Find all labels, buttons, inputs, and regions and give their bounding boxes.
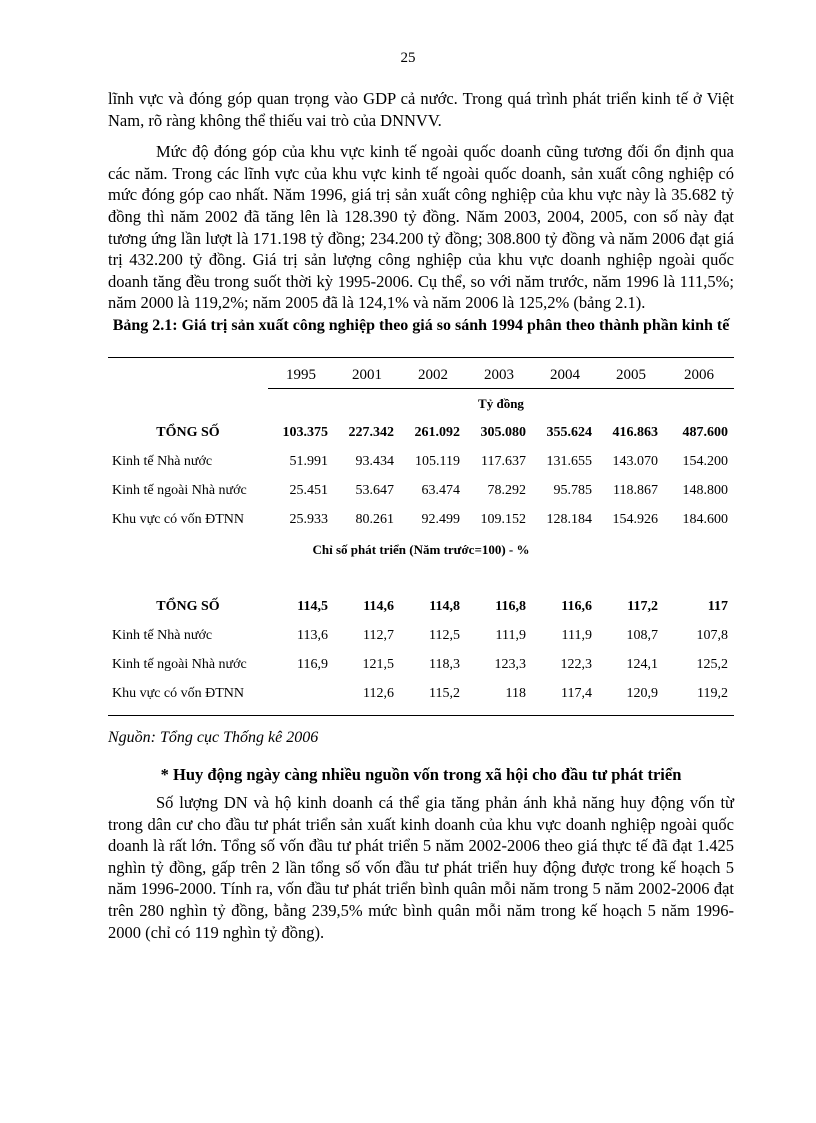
table-cell: 93.434 xyxy=(355,454,394,470)
unit-label-index: Chỉ số phát triển (Năm trước=100) - % xyxy=(312,541,530,557)
table-row xyxy=(108,477,734,506)
year-header: 2002 xyxy=(400,364,466,389)
table-row xyxy=(108,680,734,709)
table-cell: 92.499 xyxy=(421,512,460,528)
table-cell: 111,9 xyxy=(495,628,526,644)
table-cell: 114,8 xyxy=(429,599,460,615)
table-cell: 261.092 xyxy=(414,425,460,441)
table-cell: 305.080 xyxy=(480,425,526,441)
table-cell: 116,6 xyxy=(561,599,592,615)
row-label: Khu vực có vốn ĐTNN xyxy=(112,512,245,528)
table-cell: 112,7 xyxy=(363,628,394,644)
table-cell: 184.600 xyxy=(682,512,728,528)
table-cell: 154.926 xyxy=(612,512,658,528)
table-cell: 123,3 xyxy=(494,657,526,673)
table-cell: 117,2 xyxy=(627,599,658,615)
table-cell: 112,5 xyxy=(429,628,460,644)
table-cell: 416.863 xyxy=(612,425,658,441)
table-cell: 80.261 xyxy=(355,512,394,528)
table-cell: 122,3 xyxy=(560,657,592,673)
table-cell: 117 xyxy=(707,599,728,615)
year-header: 2004 xyxy=(532,364,598,389)
table-cell: 25.933 xyxy=(289,512,328,528)
year-header: 2006 xyxy=(664,364,734,389)
table-cell: 118.867 xyxy=(613,483,658,499)
table-cell: 108,7 xyxy=(626,628,658,644)
industrial-output-table xyxy=(108,358,734,709)
table-row xyxy=(108,593,734,622)
table-cell: 63.474 xyxy=(421,483,460,499)
row-label: Kinh tế Nhà nước xyxy=(112,628,213,644)
table-row xyxy=(108,448,734,477)
table-cell: 51.991 xyxy=(289,454,328,470)
table-cell: 121,5 xyxy=(362,657,394,673)
table-cell: 355.624 xyxy=(546,425,592,441)
row-label: Kinh tế ngoài Nhà nước xyxy=(112,657,247,673)
row-label: Kinh tế Nhà nước xyxy=(112,454,213,470)
table-cell: 120,9 xyxy=(626,686,658,702)
table-cell: 487.600 xyxy=(682,425,728,441)
table-row xyxy=(108,506,734,535)
table-bottom-rule xyxy=(108,715,734,716)
table-cell: 116,8 xyxy=(495,599,526,615)
paragraph-intro: lĩnh vực và đóng góp quan trọng vào GDP cả nước. Trong quá trình phát triển kinh tế ở Việt Nam, rõ ràng không thể thiếu vai trò của DNNVV. xyxy=(108,89,734,130)
table-cell: 115,2 xyxy=(429,686,460,702)
table-cell: 227.342 xyxy=(348,425,394,441)
table-cell: 117,4 xyxy=(561,686,592,702)
paragraph-industrial-output: Mức độ đóng góp của khu vực kinh tế ngoài quốc doanh cũng tương đối ổn định qua các năm. Trong các lĩnh vực của khu vực kinh tế ngoài quốc doanh, sản xuất công nghiệp có mức đóng góp cao nhất. Năm 1996, giá trị sản xuất công nghiệp của khu vực này là 35.682 tỷ đồng thì năm 2002 đã tăng lên là 128.390 tỷ đồng. Năm 2003, 2004, 2005, con số này đạt tương ứng lần lượt là 171.198 tỷ đồng; 234.200 tỷ đồng; 308.800 tỷ đồng và năm 2006 đạt giá trị 432.200 tỷ đồng. Giá trị sản lượng công nghiệp của khu vực doanh nghiệp ngoài quốc doanh tăng đều trong suốt thời kỳ 1995-2006. Cụ thể, so với năm trước, năm 1996 là 111,5%; năm 2000 là 119,2%; năm 2005 đã là 124,1% và năm 2006 là 125,2% (bảng 2.1). xyxy=(108,142,734,313)
table-cell: 125,2 xyxy=(696,657,728,673)
table-cell: 107,8 xyxy=(696,628,728,644)
table-cell: 53.647 xyxy=(355,483,394,499)
document-body xyxy=(108,88,734,943)
table-cell: 105.119 xyxy=(415,454,460,470)
year-header: 2003 xyxy=(466,364,532,389)
table-cell: 131.655 xyxy=(546,454,592,470)
row-label: TỔNG SỐ xyxy=(156,599,220,615)
table-cell: 117.637 xyxy=(481,454,526,470)
table-cell: 148.800 xyxy=(682,483,728,499)
table-cell: 116,9 xyxy=(297,657,328,673)
table-cell: 114,6 xyxy=(363,599,394,615)
table-caption: Bảng 2.1: Giá trị sản xuất công nghiệp theo giá so sánh 1994 phân theo thành phần kinh tế xyxy=(112,316,730,334)
table-cell: 111,9 xyxy=(561,628,592,644)
table-cell: 118 xyxy=(505,686,526,702)
table-cell: 128.184 xyxy=(546,512,592,528)
year-header: 2001 xyxy=(334,364,400,389)
table-cell: 103.375 xyxy=(282,425,328,441)
table-cell: 154.200 xyxy=(682,454,728,470)
table-cell: 119,2 xyxy=(697,686,728,702)
table-row xyxy=(108,419,734,448)
row-label: TỔNG SỐ xyxy=(156,425,220,441)
unit-label-value: Tỷ đồng xyxy=(478,395,524,411)
table-source-note: Nguồn: Tổng cục Thống kê 2006 xyxy=(108,728,319,746)
table-cell: 114,5 xyxy=(297,599,328,615)
year-header: 2005 xyxy=(598,364,664,389)
table-row xyxy=(108,622,734,651)
table-cell: 124,1 xyxy=(626,657,658,673)
table-cell: 118,3 xyxy=(429,657,460,673)
table-cell: 25.451 xyxy=(289,483,328,499)
paragraph-investment-capital: Số lượng DN và hộ kinh doanh cá thể gia tăng phản ánh khả năng huy động vốn từ trong dân cư cho đầu tư phát triển sản xuất kinh doanh của khu vực doanh nghiệp ngoài quốc doanh là rất lớn. Tổng số vốn đầu tư phát triển 5 năm 2002-2006 theo giá thực tế đã đạt 1.425 nghìn tỷ đồng, gấp trên 2 lần tổng số vốn đầu tư phát triển huy động được trong kế hoạch 5 năm 1996-2000. Tính ra, vốn đầu tư phát triển bình quân mỗi năm trong 5 năm 2002-2006 đạt trên 280 nghìn tỷ đồng, bằng 239,5% mức bình quân mỗi năm trong kế hoạch 5 năm 1996-2000 (chỉ có 119 nghìn tỷ đồng). xyxy=(108,792,734,942)
table-cell: 109.152 xyxy=(480,512,526,528)
table-row xyxy=(108,651,734,680)
table-cell: 95.785 xyxy=(553,483,592,499)
page-number: 25 xyxy=(400,50,416,66)
table-cell: 78.292 xyxy=(487,483,526,499)
table-cell: 113,6 xyxy=(297,628,328,644)
table-cell: 143.070 xyxy=(612,454,658,470)
year-header: 1995 xyxy=(268,364,334,389)
table-header-years xyxy=(108,364,734,389)
row-label: Khu vực có vốn ĐTNN xyxy=(112,686,245,702)
table-cell: 112,6 xyxy=(363,686,394,702)
section-heading: * Huy động ngày càng nhiều nguồn vốn trong xã hội cho đầu tư phát triển xyxy=(160,764,682,784)
table-cell xyxy=(268,680,334,709)
row-label: Kinh tế ngoài Nhà nước xyxy=(112,483,247,499)
